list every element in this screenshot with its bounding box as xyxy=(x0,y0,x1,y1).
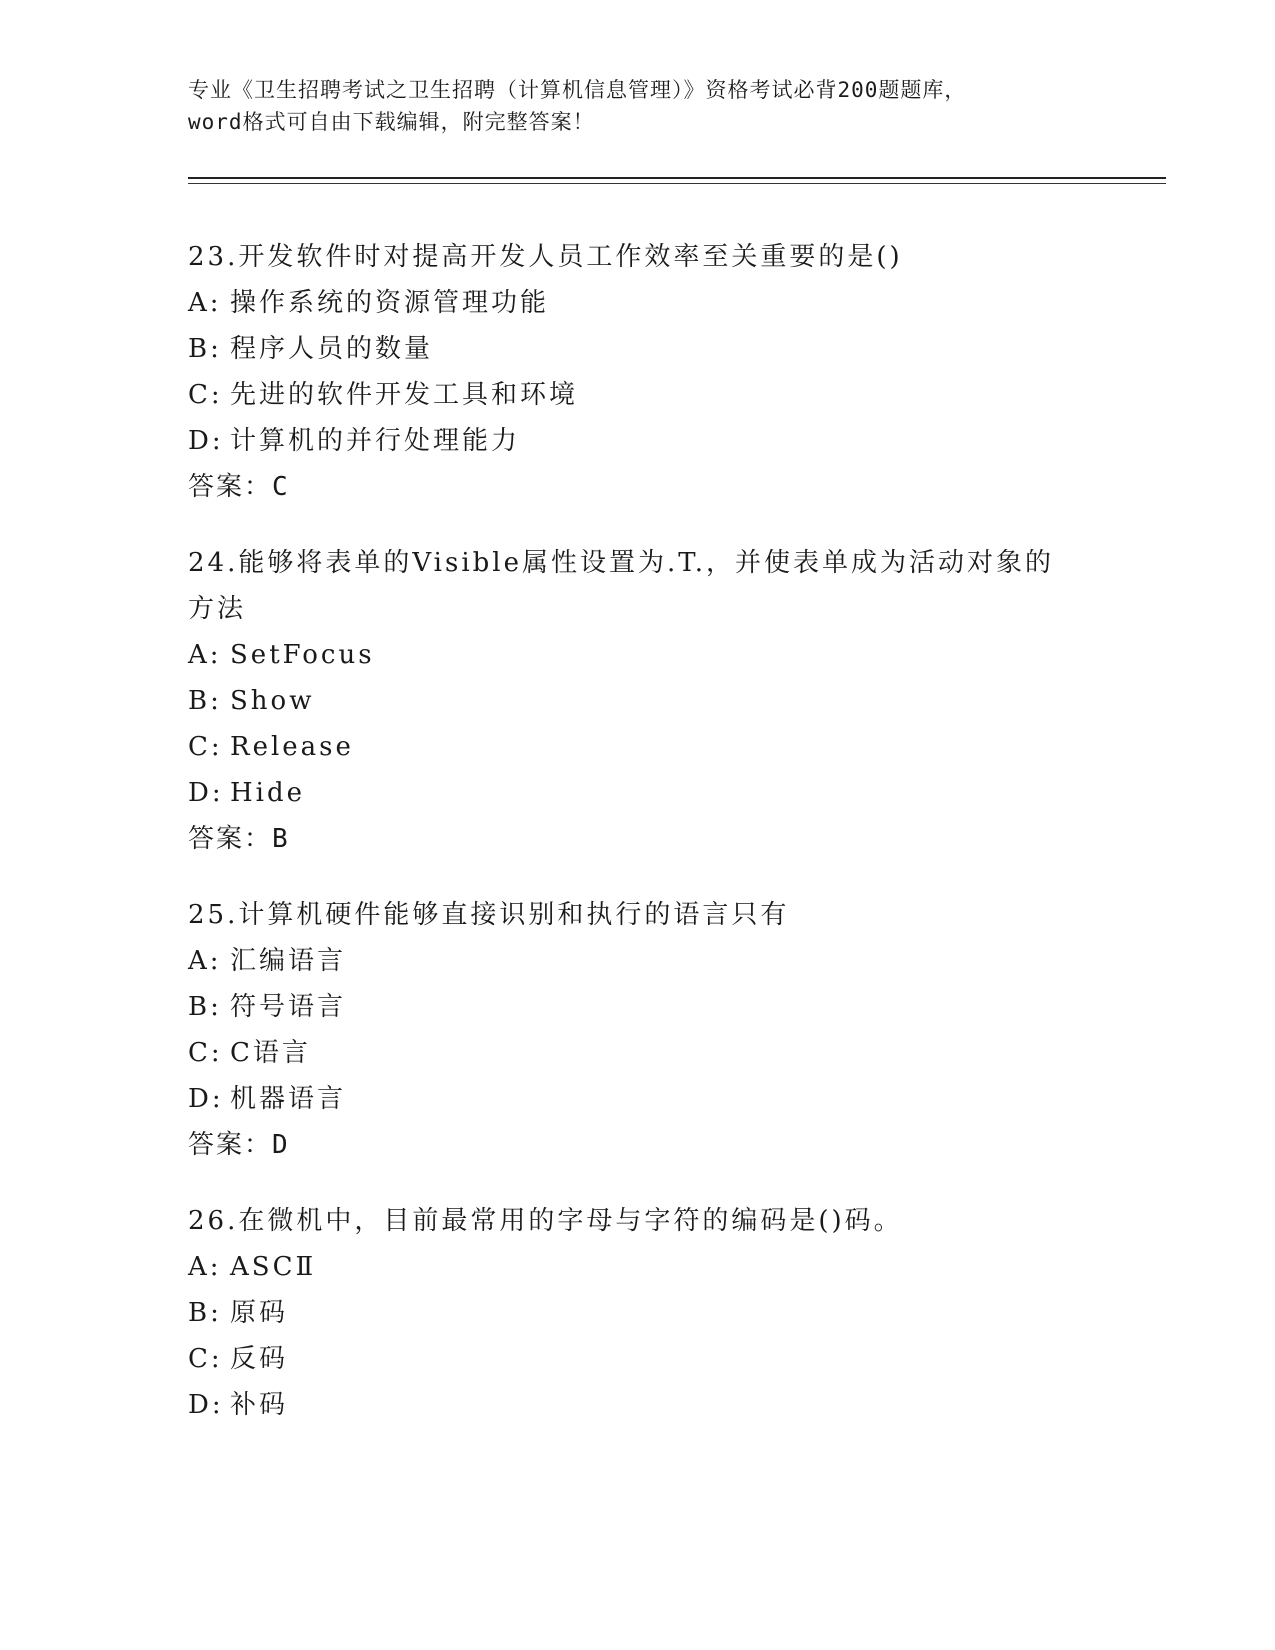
option-text: Show xyxy=(230,686,315,716)
option-key: B: xyxy=(188,992,222,1022)
option-a xyxy=(188,632,1088,678)
header-line-1: 专业《卫生招聘考试之卫生招聘（计算机信息管理）》资格考试必背200题题库， xyxy=(188,78,967,102)
question-text: 24.能够将表单的Visible属性设置为.T.，并使表单成为活动对象的方法 xyxy=(188,548,1055,624)
option-text: 汇编语言 xyxy=(230,946,347,976)
option-key: C: xyxy=(188,380,223,410)
question-text: 26.在微机中，目前最常用的字母与字符的编码是()码。 xyxy=(188,1206,903,1236)
option-key: A: xyxy=(188,1252,222,1282)
answer-line: 答案：B xyxy=(188,824,290,854)
option-a xyxy=(188,280,1088,326)
option-d xyxy=(188,1382,1088,1428)
question-24 xyxy=(188,540,1088,862)
answer-line: 答案：C xyxy=(188,472,290,502)
option-a xyxy=(188,938,1088,984)
question-26 xyxy=(188,1198,1088,1428)
option-d xyxy=(188,418,1088,464)
option-b xyxy=(188,1290,1088,1336)
question-25 xyxy=(188,892,1088,1168)
option-key: B: xyxy=(188,686,222,716)
option-text: 补码 xyxy=(230,1390,289,1420)
option-text: Hide xyxy=(230,778,306,808)
option-text: Release xyxy=(230,732,354,762)
question-23 xyxy=(188,234,1088,510)
question-text: 23.开发软件时对提高开发人员工作效率至关重要的是() xyxy=(188,242,903,272)
option-text: 符号语言 xyxy=(230,992,347,1022)
option-key: D: xyxy=(188,426,224,456)
option-text: 计算机的并行处理能力 xyxy=(230,426,521,456)
header-divider-thin xyxy=(188,183,1166,184)
option-key: D: xyxy=(188,1390,224,1420)
option-text: 反码 xyxy=(230,1344,289,1374)
option-c xyxy=(188,1030,1088,1076)
option-c xyxy=(188,724,1088,770)
option-b xyxy=(188,326,1088,372)
option-text: 原码 xyxy=(230,1298,289,1328)
option-d xyxy=(188,770,1088,816)
option-key: A: xyxy=(188,946,222,976)
header-line-2: word格式可自由下载编辑，附完整答案！ xyxy=(188,110,595,134)
question-list xyxy=(188,234,1088,1458)
option-text: 先进的软件开发工具和环境 xyxy=(230,380,579,410)
option-text: SetFocus xyxy=(230,640,375,670)
header-divider-thick xyxy=(188,177,1166,179)
answer-line: 答案：D xyxy=(188,1130,290,1160)
option-text: C语言 xyxy=(230,1038,311,1068)
option-text: 操作系统的资源管理功能 xyxy=(230,288,550,318)
option-a xyxy=(188,1244,1088,1290)
option-b xyxy=(188,984,1088,1030)
option-d xyxy=(188,1076,1088,1122)
option-c xyxy=(188,1336,1088,1382)
option-key: C: xyxy=(188,1344,223,1374)
option-b xyxy=(188,678,1088,724)
option-key: C: xyxy=(188,732,223,762)
option-key: B: xyxy=(188,334,222,364)
option-c xyxy=(188,372,1088,418)
option-key: A: xyxy=(188,288,222,318)
document-header xyxy=(188,74,1088,138)
option-key: A: xyxy=(188,640,222,670)
option-key: D: xyxy=(188,1084,224,1114)
option-text: 机器语言 xyxy=(230,1084,347,1114)
option-text: ASCⅡ xyxy=(230,1252,317,1282)
option-key: D: xyxy=(188,778,224,808)
option-text: 程序人员的数量 xyxy=(230,334,434,364)
option-key: C: xyxy=(188,1038,223,1068)
question-text: 25.计算机硬件能够直接识别和执行的语言只有 xyxy=(188,900,790,930)
option-key: B: xyxy=(188,1298,222,1328)
